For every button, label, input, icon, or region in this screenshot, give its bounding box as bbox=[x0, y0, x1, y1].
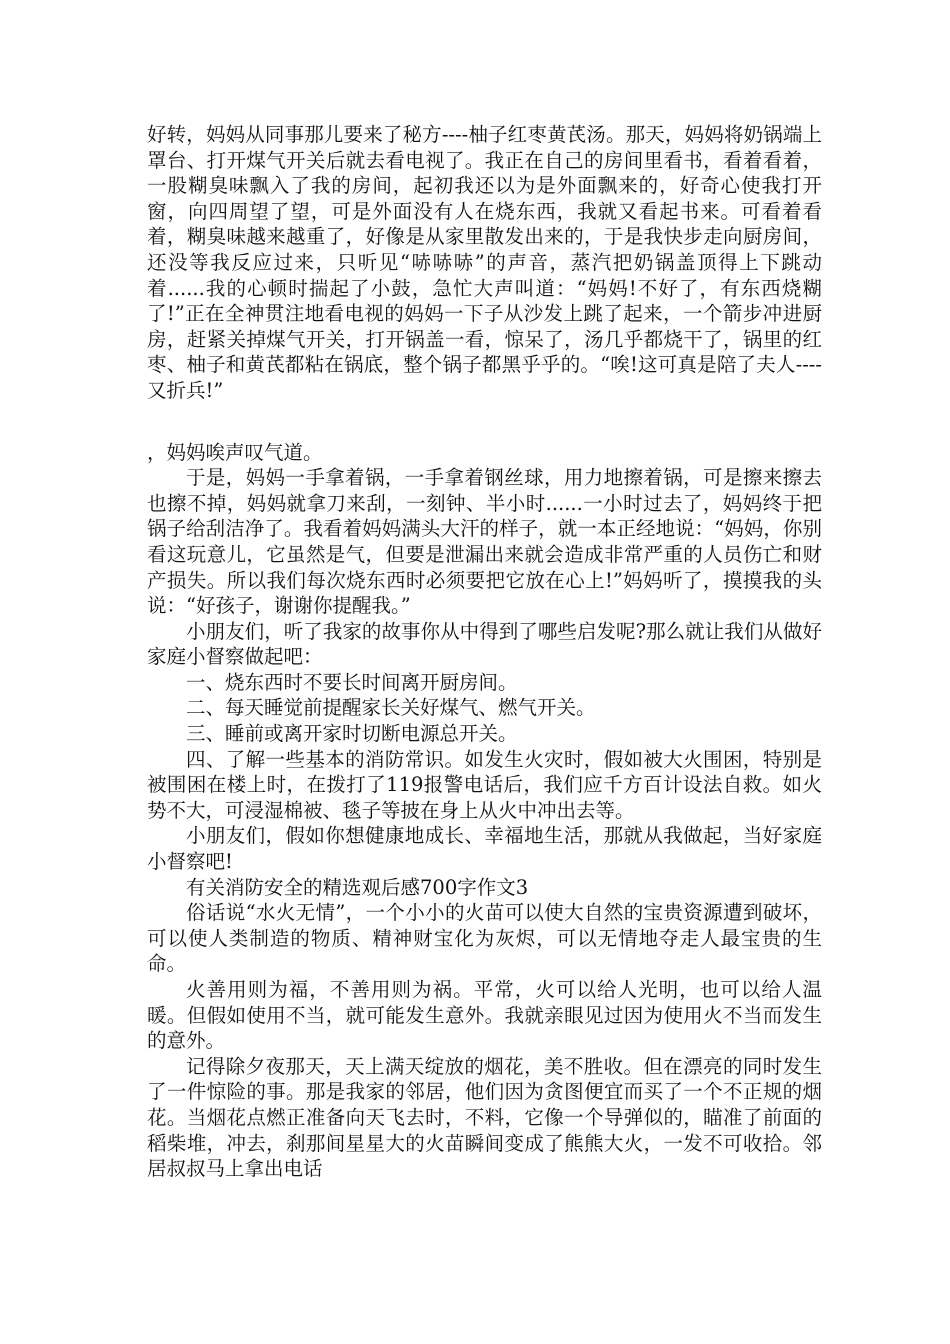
paragraph-1: 好转，妈妈从同事那儿要来了秘方----柚子红枣黄芪汤。那天，妈妈将奶锅端上罩台、打开煤气开关后就去看电视了。我正在自己的房间里看书，看着看着，一股糊臭味飘入了我的房间，起初我还以为是外面飘来的，好奇心使我打开窗，向四周望了望，可是外面没有人在烧东西，我就又看起书来。可看着看着，糊臭味越来越重了，好像是从家里散发出来的，于是我快步走向厨房间，还没等我反应过来，只听见“哧哧哧”的声音，蒸汽把奶锅盖顶得上下跳动着......我的心顿时揣起了小鼓，急忙大声叫道：“妈妈!不好了，有东西烧糊了!”正在全神贯注地看电视的妈妈一下子从沙发上跳了起来，一个箭步冲进厨房，赶紧关掉煤气开关，打开锅盖一看，惊呆了，汤几乎都烧干了，锅里的红枣、柚子和黄芪都粘在锅底，整个锅子都黑乎乎的。“唉!这可真是陪了夫人----又折兵!” bbox=[147, 123, 822, 402]
list-item-3: 三、睡前或离开家时切断电源总开关。 bbox=[186, 722, 518, 746]
paragraph-9: 小朋友们，假如你想健康地成长、幸福地生活，那就从我做起，当好家庭小督察吧! bbox=[147, 824, 822, 874]
paragraph-gap bbox=[147, 404, 822, 440]
document-body bbox=[147, 122, 822, 1182]
section-heading: 有关消防安全的精选观后感700字作文3 bbox=[186, 875, 529, 899]
list-item-2: 二、每天睡觉前提醒家长关好煤气、燃气开关。 bbox=[186, 696, 596, 720]
list-item-4: 四、了解一些基本的消防常识。如发生火灾时，假如被大火围困，特别是被围困在楼上时，在拨打了119报警电话后，我们应千方百计设法自救。如火势不大，可浸湿棉被、毯子等披在身上从火中冲出去等。 bbox=[147, 747, 822, 822]
paragraph-3: 于是，妈妈一手拿着锅，一手拿着钢丝球，用力地擦着锅，可是擦来擦去也擦不掉，妈妈就拿刀来刮，一刻钟、半小时......一小时过去了，妈妈终于把锅子给刮洁净了。我看着妈妈满头大汗的样子，就一本正经地说：“妈妈，你别看这玩意儿，它虽然是气，但要是泄漏出来就会造成非常严重的人员伤亡和财产损失。所以我们每次烧东西时必须要把它放在心上!”妈妈听了，摸摸我的头说：“好孩子，谢谢你提醒我。” bbox=[147, 466, 822, 618]
paragraph-13: 记得除夕夜那天，天上满天绽放的烟花，美不胜收。但在漂亮的同时发生了一件惊险的事。那是我家的邻居，他们因为贪图便宜而买了一个不正规的烟花。当烟花点燃正准备向天飞去时，不料，它像一个导弹似的，瞄准了前面的稻柴堆，冲去，刹那间星星大的火苗瞬间变成了熊熊大火，一发不可收拾。邻居叔叔马上拿出电话 bbox=[147, 1054, 822, 1181]
paragraph-4: 小朋友们，听了我家的故事你从中得到了哪些启发呢?那么就让我们从做好家庭小督察做起吧： bbox=[147, 619, 822, 669]
paragraph-12: 火善用则为福，不善用则为祸。平常，火可以给人光明，也可以给人温暖。但假如使用不当，就可能发生意外。我就亲眼见过因为使用火不当而发生的意外。 bbox=[147, 978, 822, 1053]
paragraph-2: ，妈妈唉声叹气道。 bbox=[147, 440, 323, 464]
list-item-1: 一、烧东西时不要长时间离开厨房间。 bbox=[186, 670, 518, 694]
paragraph-11: 俗话说“水火无情”，一个小小的火苗可以使大自然的宝贵资源遭到破坏，可以使人类制造的物质、精神财宝化为灰烬，可以无情地夺走人最宝贵的生命。 bbox=[147, 901, 822, 976]
